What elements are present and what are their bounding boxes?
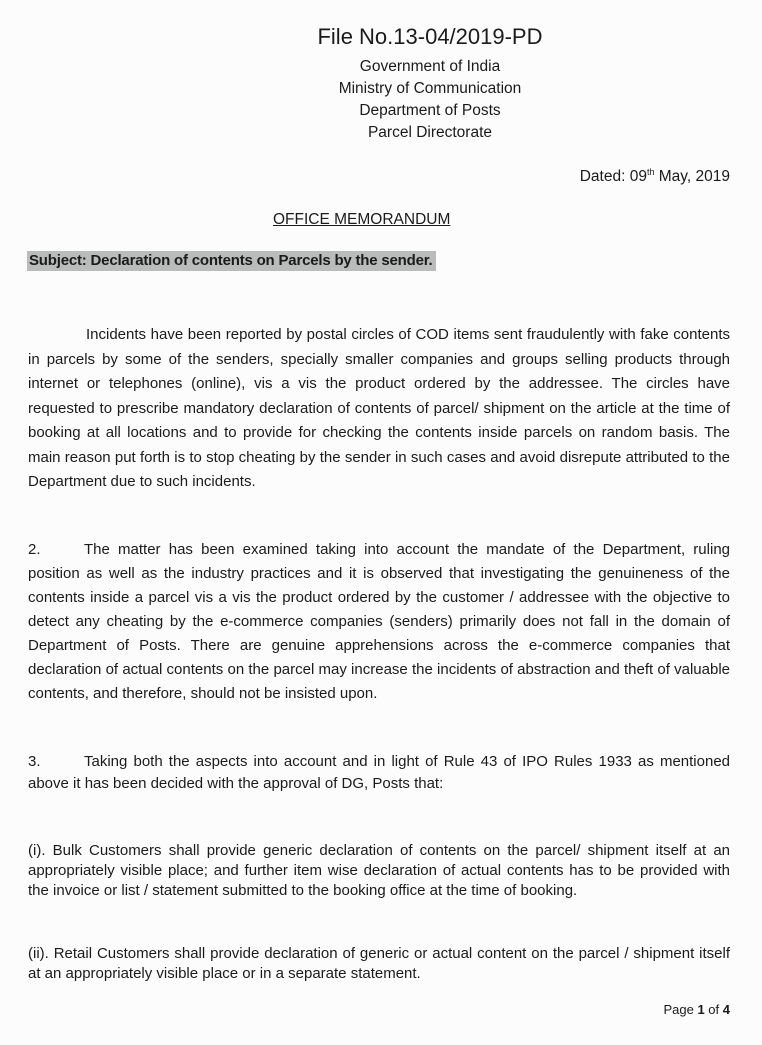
- header-line-department: Department of Posts: [359, 102, 501, 119]
- paragraph-2-text: The matter has been examined taking into account the mandate of the Department, ruling position as well as the industry practices and it is observed that investigating the genuineness of the contents inside a parcel vis a vis the product ordered by the customer / addressee with the objective to detect any cheating by the e-commerce companies (senders) primarily does not fall in the domain of Department of Posts. There are genuine apprehensions across the e-commerce companies that declaration of actual contents on the parcel may increase the incidents of abstraction and theft of valuable contents, and therefore, should not be insisted upon.: [28, 541, 730, 702]
- clause-ii: (ii). Retail Customers shall provide declaration of generic or actual content on the parcel / shipment itself at an appropriately visible place or in a separate statement.: [28, 945, 730, 982]
- header-line-directorate: Parcel Directorate: [367, 124, 493, 141]
- page-total: 4: [722, 1002, 730, 1017]
- subject-line: Subject: Declaration of contents on Parcels by the sender.: [27, 251, 436, 271]
- page-prefix: Page: [663, 1002, 698, 1017]
- clause-i: (i). Bulk Customers shall provide generic declaration of contents on the parcel/ shipment itself at an appropriately visible place; and further item wise declaration of actual contents has to be provided with the invoice or list / statement submitted to the booking office at the time of booking.: [28, 842, 730, 899]
- page-mid: of: [704, 1002, 723, 1017]
- paragraph-2-number: 2.: [28, 541, 41, 558]
- page-number: [663, 1002, 730, 1017]
- paragraph-3-number: 3.: [28, 753, 41, 770]
- paragraph-3-text: Taking both the aspects into account and in light of Rule 43 of IPO Rules 1933 as mentioned above it has been decided with the approval of DG, Posts that:: [28, 753, 730, 792]
- file-number: File No.13-04/2019-PD: [317, 24, 543, 49]
- page-current: 1: [697, 1002, 705, 1017]
- date-prefix: Dated: 09: [579, 168, 647, 186]
- date-line: [580, 167, 730, 186]
- memo-title: OFFICE MEMORANDUM: [273, 211, 451, 228]
- paragraph-3: [28, 751, 730, 795]
- header-line-ministry: Ministry of Communication: [338, 80, 522, 97]
- paragraph-2: [28, 538, 730, 706]
- paragraph-1: Incidents have been reported by postal circles of COD items sent fraudulently with fake contents in parcels by some of the senders, specially smaller companies and groups selling products through internet or telephones (online), vis a vis the product ordered by the addressee. The circles have requested to prescribe mandatory declaration of contents of parcel/ shipment on the article at the time of booking at all locations and to provide for checking the contents inside parcels on random basis. The main reason put forth is to stop cheating by the sender in such cases and avoid disrepute attributed to the Department due to such incidents.: [28, 326, 730, 490]
- date-suffix: May, 2019: [654, 168, 730, 186]
- date-superscript: th: [646, 167, 655, 177]
- header-line-government: Government of India: [359, 58, 501, 75]
